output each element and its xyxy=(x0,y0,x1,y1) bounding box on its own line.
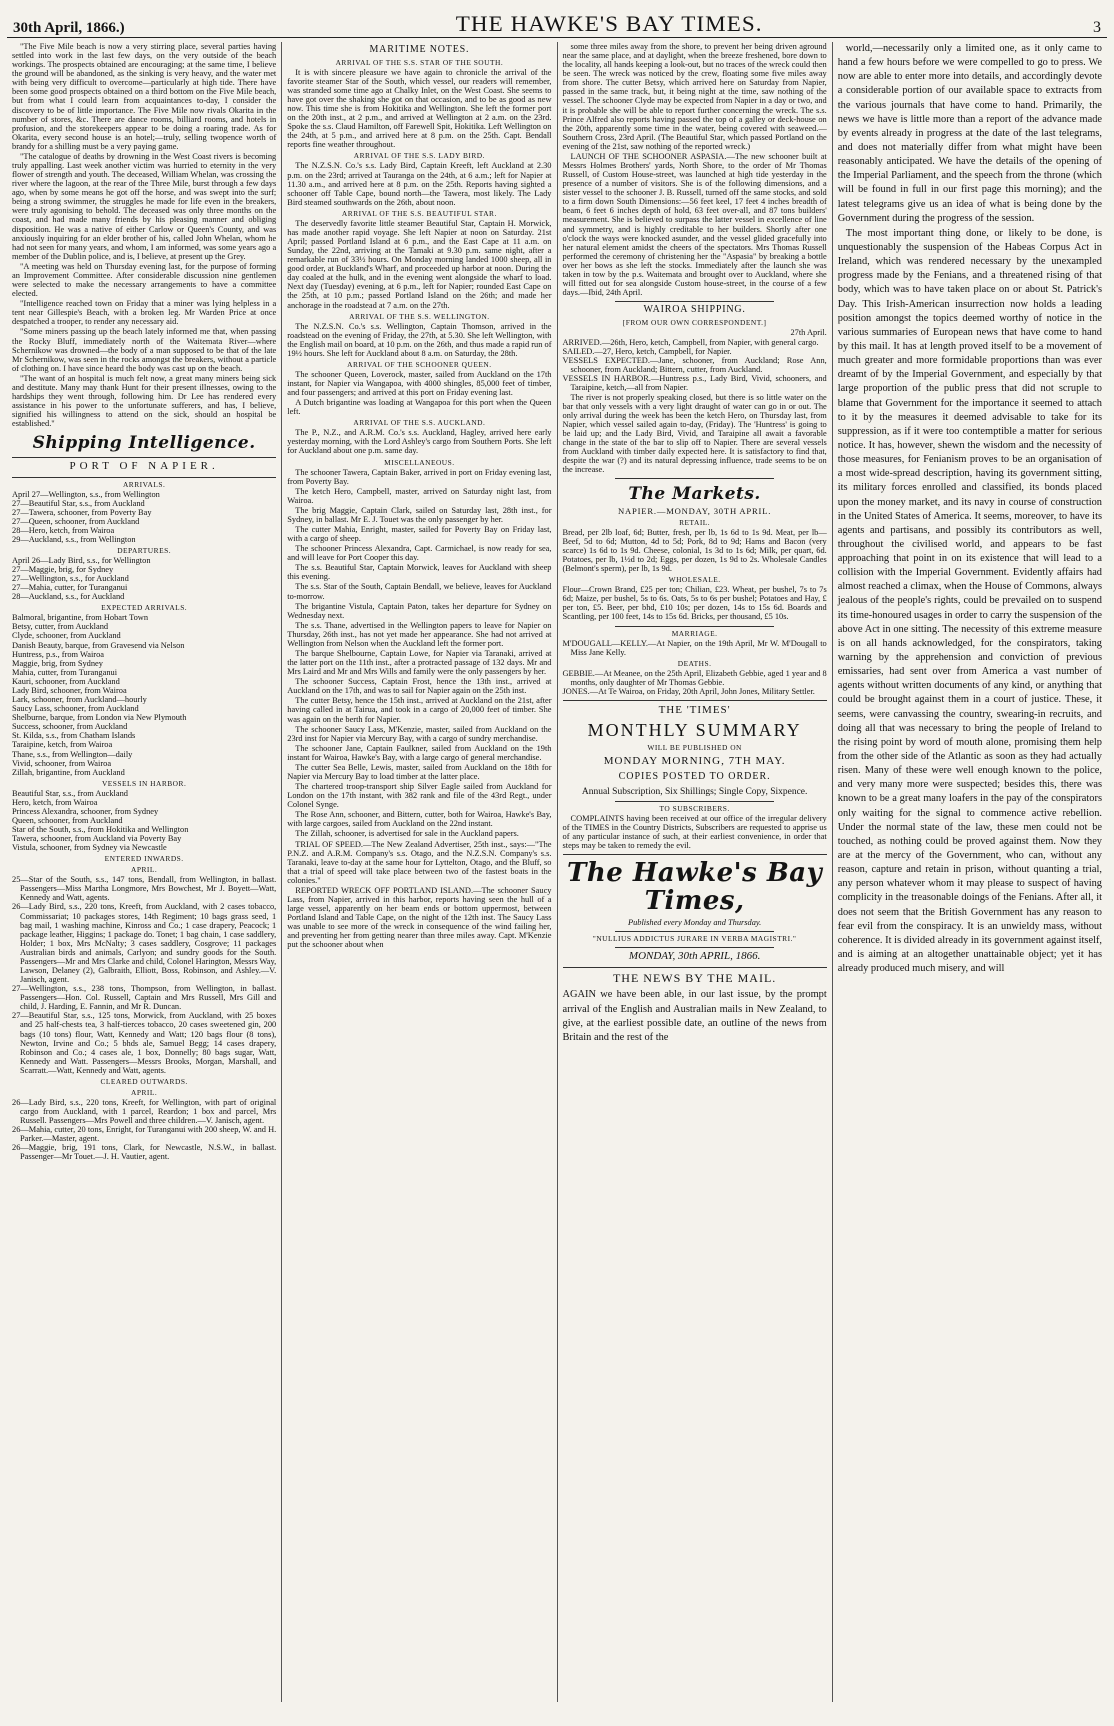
paragraph: Saucy Lass, schooner, from Auckland xyxy=(12,704,139,714)
paragraph: The schooner Success, Captain Frost, hence the 13th inst., arrived at Auckland on the 17th, and was to sail for Napier again on the 25th inst. xyxy=(287,677,552,696)
paragraph: "The want of an hospital is much felt now, a great many miners being sick and destitute. Many may thank Hunt for their present illnesses, owing to the hardships they went through, following him. Dr Lee has rendered every assistance in his power to the unfortunate sufferers, and has, I believe, signified his willingness to attend on the sick, should an hospital be established." xyxy=(12,373,277,429)
column-4 xyxy=(832,42,1107,1702)
maritime-sections xyxy=(287,59,551,950)
paragraph: The schooner Tawera, Captain Baker, arrived in port on Friday evening last, from Poverty Bay. xyxy=(287,467,552,486)
paragraph: "Some miners passing up the beach lately informed me that, when passing the Rocky Bluff, immediately north of the Waitemata River—where Schernikow was drowned—the body of a man supposed to be that of the late Mr Schernikow, was seen in the rocks amongst the breakers, without a particle of clothing on. I have since heard the body was cast up on the beach. xyxy=(12,327,277,373)
marriage-notice: M'DOUGALL—KELLY.—At Napier, on the 19th April, Mr W. M'Dougall to Miss Jane Kelly. xyxy=(562,638,827,657)
wairoa-heading: WAIROA SHIPPING. xyxy=(643,304,746,316)
news-heading: THE NEWS BY THE MAIL. xyxy=(612,970,777,985)
paragraph: The schooner Saucy Lass, M'Kenzie, master, sailed from Auckland on the 23rd inst for Napier via Mercury Bay, with a cargo of sundry merchandise. xyxy=(287,724,552,743)
paragraph: Success, schooner, from Auckland xyxy=(12,722,128,732)
paragraph: The chartered troop-transport ship Silver Eagle sailed from Auckland for London on the 17th instant, with 382 rank and file of the 43rd Regt., under Colonel Synge. xyxy=(287,782,552,810)
cleared-list xyxy=(12,1098,276,1162)
wairoa-correspondent: [FROM OUR OWN CORRESPONDENT.] xyxy=(622,317,767,327)
paragraph: Queen, schooner, from Auckland xyxy=(12,815,123,825)
section-heading: ARRIVAL OF THE S.S. WELLINGTON. xyxy=(349,311,490,321)
paragraph: Zillah, brigantine, from Auckland xyxy=(12,767,125,777)
ad-monthly-summary: MONTHLY SUMMARY xyxy=(587,719,802,740)
paragraph: LAUNCH OF THE SCHOONER ASPASIA.—The new schooner built at Messrs Holmes Brothers' yards, North Shore, to the order of Mr Thomas Russell, of Custom House-street, was launched at high tide yesterday in the presence of a number of visitors. She is of the following dimensions, and a sister vessel to the schooner J. B. Russell, turned off the same stocks, and sold to a firm down South Dimensions:—56 feet keel, 17 feet 4 inches breadth of beam, 6 feet 6 inches depth of hold, 63 feet over-all, and 87 tons builders' measurement. She is believed to surpass the latter vessel in excellence of line and symmetry, and is highly creditable to her builders. Shortly after one o'clock the ways were knocked asunder, and the vessel glided gracefully into her natural element amidst the cheers of the spectators. Mrs Thomas Russell performed the ceremony of christening her the "Aspasia" by breaking a bottle over her bows as she left the stocks. Immediately after the launch she was taken in tow by the p.s. Waitemata and brought over to Auckland, where she will fitted out for sea alongside Custom house-street, in the course of a few days.—Ibid, 24th April. xyxy=(562,151,827,298)
paragraph: Tawera, schooner, from Auckland via Poverty Bay xyxy=(12,834,182,844)
paragraph: 28—Hero, ketch, from Wairoa xyxy=(12,525,115,535)
subscribers-notice: COMPLAINTS having been received at our office of the irregular delivery of the TIMES in the Country Districts, Subscribers are requested to apprise us of any particular instance of such, at their earliest convenience, in order that steps may be taken to remedy the evil. xyxy=(562,814,827,851)
paragraph: GEBBIE.—At Meanee, on the 25th April, Elizabeth Gebbie, aged 1 year and 8 months, only daughter of Mr Thomas Gebbie. xyxy=(562,668,827,687)
entered-list xyxy=(12,875,276,1075)
paragraph: Lark, schooner, from Auckland—hourly xyxy=(12,695,147,705)
paragraph: Balmoral, brigantine, from Hobart Town xyxy=(12,613,149,623)
col3-top-paras xyxy=(563,42,827,297)
paragraph: The schooner Queen, Loverock, master, sailed from Auckland on the 17th instant, for Napier via Wangapoa, with 4000 shingles, 85,000 feet of timber, and four passengers; and arrived at this port on Friday evening last. xyxy=(287,369,552,398)
shipping-intelligence-heading: Shipping Intelligence. xyxy=(32,433,256,454)
editorial-paras xyxy=(838,42,1102,976)
section-heading: ARRIVAL OF THE SCHOONER QUEEN. xyxy=(347,359,492,369)
col1-paras xyxy=(12,42,276,428)
paragraph: Hero, ketch, from Wairoa xyxy=(12,797,98,807)
ad-will-be-published: WILL BE PUBLISHED ON xyxy=(647,743,742,753)
ad-subscription: Annual Subscription, Six Shillings; Single Copy, Sixpence. xyxy=(581,786,808,797)
paragraph: Clyde, schooner, from Auckland xyxy=(12,631,121,641)
maritime-notes-heading: MARITIME NOTES. xyxy=(369,44,470,55)
paragraph: The s.s. Beautiful Star, Captain Morwick, leaves for Auckland with sheep this evening. xyxy=(287,563,552,582)
port-heading: PORT OF NAPIER. xyxy=(69,459,219,472)
paragraph: world,—necessarily only a limited one, as it only came to hand a few hours before we were compelled to go to press. We now are able to enter more into details, and accordingly devote a considerable portion of our available space to extracts from the various journals that have come to hand. Primarily, the news we have is little more than a report of the advance made by events already in progress at the date of the last telegrams, and does not materially differ from what might have been reasonably anticipated. We have the details of the opening of the Imperial Parliament, and the speech from the throne (which will be found in full in our first page this morning); and the latest telegrams give us an idea of what is being done by the Government during the progress of the session. xyxy=(837,43,1102,224)
wairoa-date: 27th April. xyxy=(790,327,827,337)
paragraph: Taraipine, ketch, from Wairoa xyxy=(12,740,113,750)
section-heading: ARRIVAL OF THE S.S. AUCKLAND. xyxy=(353,418,486,428)
paragraph: 27—Beautiful Star, s.s., 125 tons, Morwick, from Auckland, with 25 boxes and 25 half-chests tea, 3 half-tierces tobacco, 20 cases sweetened gin, 200 bags (10 tons) flour, Watt, Kennedy and Watt; 120 bags flour (8 tons), Newton, Irvine and Co.; 5 bhds ale, Samuel Begg; 14 cases drapery, Robinson and Co.; 4 cases ale, 1 box, Donnelly; 80 bags sugar, Watt, Kennedy and Watt. Passengers—Messrs Brooks, Morgan, Marshall, and Scarratt.—Watt, Kennedy and Watt, agents. xyxy=(12,1011,277,1075)
expected-list xyxy=(12,613,276,776)
paragraph: some three miles away from the shore, to prevent her being driven aground near the same place, and at daylight, when the breeze freshened, bore down to the locality, all hands keeping a look-out, but no traces of the wreck could then be seen. The wreck was noticed by the crew, floating some five miles away from shore. The cutter Betsy, which arrived here on Saturday from Napier, passed in the same track, but, it being night at the time, saw nothing of the vessel. The schooner Clyde may be expected from Napier in a day or two, and it is probable she will be able to report further concerning the wreck. The s.s. Prince Alfred also reports having passed the top of a galley or deck-house on the 20th, apparently some time in the water, being covered with seaweed.—Southern Cross, 23rd April. (The Beautiful Star, which passed Portland on the evening of the 21st, saw nothing of the reported wreck.) xyxy=(562,42,827,151)
wairoa-paragraph: The river is not properly speaking closed, but there is so little water on the bar that only vessels with a very light draught of water can go in or out. The only arrival during the week has been the ketch Hero, on Thursday last, from Napier, which vessel sailed again to-day, (Friday). The 'Huntress' is going to be laid up; and the Lady Bird, Vivid, and Taraipine all await a favorable change in the state of the bar to slip off to Napier. There are several vessels from Auckland with timber daily expected here. It is satisfactory to find that, despite the war (?) and its natural depressing influence, trade seems to be on the increase. xyxy=(562,392,827,475)
markets-date: NAPIER.—MONDAY, 30TH APRIL. xyxy=(618,505,772,516)
deaths-list xyxy=(563,669,827,696)
paragraph: The deservedly favorite little steamer Beautiful Star, Captain H. Morwick, has made another rapid voyage. She left Napier at noon on Saturday. 21st April; passed Portland Island at 6 p.m., and the East Cape at 11 a.m. on Sunday, the 22nd, arriving at the Tamaki at 9.30 p.m. same night, after a remarkable run of 33½ hours. On Monday morning landed 1000 sheep, all in good order, at Buckland's Wharf, and proceeded up harbor at noon. During the day coaled at the hulk, and in the evening went alongside the wharf to load. Next day (Tuesday) evening, at 6 p.m., left for Napier; rounded East Cape on the 25th, at 10 p.m.; passed Portland Island on the 26th; and made her anchorage in the roadstead at 7 a.m. on the 27th. xyxy=(287,218,552,310)
ad-copies: COPIES POSTED TO ORDER. xyxy=(618,771,771,783)
paragraph: 27—Mahia, cutter, for Turanganui xyxy=(12,583,128,593)
wairoa-list xyxy=(563,338,827,392)
paragraph: TRIAL OF SPEED.—The New Zealand Advertiser, 25th inst., says:—"The P.N.Z. and A.R.M. Company's s.s. Otago, and the N.Z.S.N. Company's s.s. Taranaki, leave to-day at the same hour for Lyttelton, Otago, and the Bluff, so that a trial of speed will take place between two of the fastest boats in the colonies." xyxy=(287,839,552,885)
paragraph: Huntress, p.s., from Wairoa xyxy=(12,649,104,659)
paragraph: The Rose Ann, schooner, and Bittern, cutter, both for Wairoa, Hawke's Bay, with large cargoes, sailed from Auckland on the 22nd instant. xyxy=(287,810,552,829)
paragraph: Mahia, cutter, from Turanganui xyxy=(12,667,118,677)
paragraph: The s.s. Thane, advertised in the Wellington papers to leave for Napier on Thursday, 26th inst., has not yet made her appearance. She had not arrived at Wellington from Nelson when the Auckland left the former port. xyxy=(287,620,552,648)
paragraph: VESSELS IN HARBOR.—Huntress p.s., Lady Bird, Vivid, schooners, and Taraipine, ketch,—all from Napier. xyxy=(562,374,827,393)
paragraph: Betsy, cutter, from Auckland xyxy=(12,622,109,632)
paragraph: Beautiful Star, s.s., from Auckland xyxy=(12,788,128,798)
departures-heading: DEPARTURES. xyxy=(117,545,172,555)
paragraph: 27—Beautiful Star, s.s., from Auckland xyxy=(12,498,145,508)
markets-heading: The Markets. xyxy=(628,484,761,505)
paragraph: 29—Auckland, s.s., from Wellington xyxy=(12,534,136,544)
retail-prices: Bread, per 2lb loaf, 6d; Butter, fresh, per lb, 1s 6d to 1s 9d. Meat, per lb—Beef, 5d to 6d; Mutton, 4d to 5d; Pork, 8d to 9d; Hams and Bacon (very scarce) 1s 6d to 1s 9d. Cheese, colonial, 1s 3d to 1s 6d; Milk, per quart, 6d. Potatoes, per lb, 1½d to 2d; Eggs, per dozen, 1s 9d to 2s. Wholesale Candles (Belmont's sperm), per lb, 1s 9d. xyxy=(562,527,827,574)
paragraph: Danish Beauty, barque, from Gravesend via Nelson xyxy=(12,640,185,650)
newspaper-title: THE HAWKE'S BAY TIMES. xyxy=(455,11,763,36)
newspaper-page xyxy=(7,7,1107,1712)
masthead xyxy=(7,7,1107,38)
section-heading: ARRIVAL OF THE S.S. LADY BIRD. xyxy=(353,151,485,161)
paragraph: Maggie, brig, from Sydney xyxy=(12,658,103,668)
paragraph: 26—Lady Bird, s.s., 220 tons, Kreeft, for Wellington, with part of original cargo from Auckland, with 1 parcel, Reardon; 1 box and parcel, Mrs Russell. Passengers—Mrs Powell and three children.—V. Janisch, agent. xyxy=(12,1097,277,1126)
paragraph: The P., N.Z., and A.R.M. Co.'s s.s. Auckland, Hagley, arrived here early yesterday morning, with the Lord Ashley's cargo from Southern Ports. She left for Auckland about one p.m. same day. xyxy=(287,428,552,456)
paragraph: Vistula, schooner, from Sydney via Newcastle xyxy=(12,843,167,853)
expected-heading: EXPECTED ARRIVALS. xyxy=(101,603,188,613)
paragraph: 27—Tawera, schooner, from Poverty Bay xyxy=(12,507,152,517)
arrivals-list xyxy=(12,490,276,544)
subscribers-heading: TO SUBSCRIBERS. xyxy=(659,804,730,814)
entered-month: APRIL. xyxy=(131,865,158,875)
paragraph: April 27—Wellington, s.s., from Wellington xyxy=(12,489,160,499)
paragraph: Princess Alexandra, schooner, from Sydney xyxy=(12,806,159,816)
paper-motto: "NULLIUS ADDICTUS JURARE IN VERBA MAGISTRI." xyxy=(592,933,797,943)
paragraph: 26—Lady Bird, s.s., 220 tons, Kreeft, from Auckland, with 2 cases tobacco, Commissariat; 10 packages stores, 14th Regiment; 10 bags grass seed, 1 bag mail, 1 washing machine, Kinross and Co.; 1 case drapery, Peacock; 1 package leather, Higgins; 1 package do. Tonet; 1 bag chain, 1 case saddlery, Holder; 1 box, Mrs McNalty; 3 cases saddlery, Cosgrove; 11 packages Australian birds and animals, Carlyon; and sundry goods for the South. Passengers—Mr and Mrs Clarke and child, Colonel Harington, Messrs Way, Lawson, Delaney (2), Galbraith, Elliott, Boss, Robinson, and Ashley.—V. Janisch, agent. xyxy=(12,902,277,985)
paper-title: The Hawke's Bay Times, xyxy=(566,858,823,917)
column-1 xyxy=(7,42,281,1702)
paragraph: "Intelligence reached town on Friday that a miner was lying helpless in a tent near Gillespie's Beach, with a broken leg. Mr Warden Price at once despatched a trooper, to render any necessary aid. xyxy=(12,299,277,327)
section-heading: MISCELLANEOUS. xyxy=(384,457,455,467)
paragraph: Lady Bird, schooner, from Wairoa xyxy=(12,685,127,695)
paragraph: The brig Maggie, Captain Clark, sailed on Saturday last, 28th inst., for Sydney, in ballast. Mr E. J. Touet was the only passenger by her. xyxy=(287,505,552,524)
paragraph: 27—Maggie, brig, for Sydney xyxy=(12,565,114,575)
paragraph: 26—Maggie, brig, 191 tons, Clark, for Newcastle, N.S.W., in ballast. Passenger—Mr Touet.—J. H. Vautier, agent. xyxy=(12,1143,277,1162)
paragraph: The schooner Jane, Captain Faulkner, sailed from Auckland on the 19th instant for Wairoa, Hawke's Bay, with a large cargo of general merchandise. xyxy=(287,743,552,762)
paragraph: It is with sincere pleasure we have again to chronicle the arrival of the favorite steamer Star of the South, which vessel, our readers will remember, was stranded some time ago at Chalky Inlet, on the West Coast. She seems to have got over the shaking she got on that occasion, and to be as good as new now. This time she is from Hokitika and Wellington. She left the former port on the 20th inst., at 2 p.m., and arrived at Wellington at 2 a.m. on the 23rd. Spoke the s.s. Claud Hamilton, off Farewell Spit, Hokitika. Left Wellington on the 24th, at 5 p.m., and arrived here at 8 p.m. on the 25th. Capt. Bendall reports fine weather throughout. xyxy=(287,67,552,150)
paragraph: The N.Z.S.N. Co.'s s.s. Lady Bird, Captain Kreeft, left Auckland at 2.30 p.m. on the 23rd; arrived at Tauranga on the 24th, at 6 a.m.; left for Napier at 11.30 a.m., and arrived here at 8 p.m. on the 25th. Reports having sighted a schooner off Table Cape, bound north—the Tawera, most likely. The Lady Bird steamed southwards on the 26th, about noon. xyxy=(287,161,552,207)
paragraph: 27—Wellington, s.s., 238 tons, Thompson, from Wellington, in ballast. Passengers—Hon. Col. Russell, Captain and Mrs Russell, Mrs Gill and child, J. Harding, E. Fannin, and Mr R. Duncan. xyxy=(12,984,277,1012)
paragraph: The most important thing done, or likely to be done, is unquestionably the suspension of the Habeas Corpus Act in Ireland, which was rendered necessary by the unexampled progress made by the Fenians, and a threatened rising of that body, which was to have taken place on or about St. Patrick's Day. This Irish-American insurrection now holds a leading position amongst the topics deemed worthy of notice in the various summaries of European news that have come to hand by this mail. It has at length proved itself to be a movement of much greater and more formidable proportions than was ever dreamt of by the Imperial Government, and especially by that large proportion of the public press that did not scruple to blame that Government for the importance it seemed to attach to it by the measures it deemed advisable to take for its suppression, as if it were too contemptible a matter for serious notice. It has, however, shewn the wisdom and the necessity of those measures, for Fenianism proves to be an organisation of a most wide-spread description, having its government sitting, its military forces enrolled and classified, its bonds placed upon the money market, and its navy in course of construction in the United States of America. It seems, moreover, to have its agents and partisans, and possibly its contributors as well, throughout the civilised world, and appears to be fast approaching that point in on its existence that will lead to a collision with the Imperial Government. Evidently affairs had almost reached a climax, when the House of Commons, always jealous of the people's rights, could be prevailed on to suspend its time-honoured usages in order to carry the suspension of the above Act in one sitting. The necessity of this extreme measure is on all hands acknowledged, for the conspirators, taking warning by the apprehension and conviction of previous emissaries, had sent over from America a vast number of agents without written documents of any kind, or anything that could be brought against them in a court of justice. These, it seems, were canvassing the country, swearing-in recruits, and doing all that was necessary to bring the people of Ireland to the rising point by word of mouth alone, promising them help from the other side of the Atlantic as soon as they had actually risen. Many of these were well enough known to the police, and very many more were suspected; besides this, there was known to be a great many loafers in the pay of the conspirators only waiting for the signal to commence active rebellion. Under the normal state of the law, these men could not be touched, as nothing could be proved against them. Now they are at the mercy of the Government, who can, without any reason, capture and retain in prison, without quanting a trial, any person whatever whom it may please to suspect of having complicity in the treasonable doings of the Fenians. After all, it does not seem that the British Government has any reason to fear evil from the conspiracy. It is an unwieldy mass, without coherence. It is divided already in its government against itself, and is aiming at an altogether unattainable object; yet it has already produced much misery, and will xyxy=(837,227,1102,975)
paragraph: 28—Auckland, s.s., for Auckland xyxy=(12,592,125,602)
paragraph: 25—Star of the South, s.s., 147 tons, Bendall, from Wellington, in ballast. Passengers—Miss Martha Longmore, Mrs Bowchest, Mr J. Boyett—Watt, Kennedy and Watt, agents. xyxy=(12,875,277,903)
paragraph: The barque Shelbourne, Captain Lowe, for Napier via Taranaki, arrived at the latter port on the 11th inst., after a protracted passage of 132 days. Mr and Mrs Laird and Mr and Mrs Wills and family were the only passengers by her. xyxy=(287,648,552,677)
paragraph: The s.s. Star of the South, Captain Bendall, we believe, leaves for Auckland to-morrow. xyxy=(287,582,552,601)
paragraph: The cutter Sea Belle, Lewis, master, sailed from Auckland on the 18th for Napier via Mercury Bay to load timber at the latter place. xyxy=(287,762,552,781)
paragraph: April 26—Lady Bird, s.s., for Wellington xyxy=(12,555,151,565)
harbor-list xyxy=(12,789,276,853)
arrivals-heading: ARRIVALS. xyxy=(122,479,166,489)
paragraph: Vivid, schooner, from Wairoa xyxy=(12,758,112,768)
paragraph: The schooner Princess Alexandra, Capt. Carmichael, is now ready for sea, and will leave for Port Cooper this day. xyxy=(287,544,552,563)
cleared-heading: CLEARED OUTWARDS. xyxy=(100,1076,188,1086)
ad-times: THE 'TIMES' xyxy=(658,703,731,716)
page-number: 3 xyxy=(1092,19,1101,36)
publication-schedule: Published every Monday and Thursday. xyxy=(627,917,762,927)
section-heading: ARRIVAL OF THE S.S. BEAUTIFUL STAR. xyxy=(341,208,497,218)
paragraph: ARRIVED.—26th, Hero, ketch, Campbell, from Napier, with general cargo. xyxy=(562,338,819,348)
paragraph: SAILED.—27, Hero, ketch, Campbell, for Napier. xyxy=(562,347,732,357)
paragraph: Star of the South, s.s., from Hokitika and Wellington xyxy=(12,825,189,835)
deaths-heading: DEATHS. xyxy=(677,658,712,668)
marriage-heading: MARRIAGE. xyxy=(671,628,718,638)
wholesale-prices: Flour—Crown Brand, £25 per ton; Chilian, £23. Wheat, per bushel, 7s to 7s 6d; Maize, per bushel, 5s to 6s. Oats, 5s to 6s per bushel; Potatoes and Hay, £ per ton, £5. Beer, per bhd, £10 10s; per dozen, 14s to 15s 6d. Boards and Scantling, per 100 feet, 14s to 15s 6d. Bricks, per thousand, £5 10s. xyxy=(562,585,827,622)
harbor-heading: VESSELS IN HARBOR. xyxy=(101,778,187,788)
paragraph: Shelburne, barque, from London via New Plymouth xyxy=(12,713,187,723)
ad-date: MONDAY MORNING, 7TH MAY. xyxy=(603,755,786,768)
paragraph: REPORTED WRECK OFF PORTLAND ISLAND.—The schooner Saucy Lass, from Napier, arrived in this harbor, reports having seen the hull of a large vessel, apparently on her beam ends or bottom uppermost, between Portland Island and Table Cape, on the night of the 12th inst. The Saucy Lass was unable to see more of the wreck in consequence of the wind failing her, and preventing her from getting nearer than three miles away. Capt. M'Kenzie put the schooner about when xyxy=(287,885,552,950)
wholesale-heading: WHOLESALE. xyxy=(668,575,721,585)
paragraph: The Zillah, schooner, is advertised for sale in the Auckland papers. xyxy=(295,829,519,839)
paragraph: VESSELS EXPECTED.—Jane, schooner, from Auckland; Rose Ann, schooner, from Auckland; Bittern, cutter, from Auckland. xyxy=(562,356,827,375)
page-date: 30th April, 1866.) xyxy=(13,20,125,36)
paragraph: "The catalogue of deaths by drowning in the West Coast rivers is becoming truly appalling. Last week another victim was hurried to eternity in the very flower of strength and youth. The deceased, William Whelan, was crossing the river where the lagoon, at the rear of the Three Mile, burst through a few days ago, when by some means he got off the horse, and was swept into the surf; being a strong swimmer, the struggles he made for life even in the breakers, were truly agonising to behold. The deceased was only three months on the coast, and had made many friends by his pleasing manner and obliging disposition. He was a native of either Carlow or Queen's County, and was anxiously inquiring for an elder brother of his, called John Whelan, whom he had not seen for many years, and whom, I am informed, was some years ago a member of the Dublin police, and is, I believe, at present up the Grey. xyxy=(12,151,277,261)
entered-heading: ENTERED INWARDS. xyxy=(104,854,184,864)
paragraph: The ketch Hero, Campbell, master, arrived on Saturday night last, from Wairoa. xyxy=(287,486,552,505)
paragraph: 26—Mahia, cutter, 20 tons, Enright, for Turanganui with 200 sheep, W. and H. Parker.—Master, agent. xyxy=(12,1125,277,1144)
paragraph: JONES.—At Te Wairoa, on Friday, 20th April, John Jones, Military Settler. xyxy=(562,686,815,696)
column-2 xyxy=(281,42,556,1702)
paragraph: 27—Queen, schooner, from Auckland xyxy=(12,516,140,526)
section-heading: ARRIVAL OF THE S.S. STAR OF THE SOUTH. xyxy=(335,57,504,67)
departures-list xyxy=(12,556,276,601)
cleared-month: APRIL. xyxy=(131,1087,158,1097)
paragraph: St. Kilda, s.s., from Chatham Islands xyxy=(12,731,136,741)
column-3 xyxy=(557,42,832,1702)
paragraph: 27—Wellington, s.s., for Auckland xyxy=(12,574,129,584)
news-paragraph: AGAIN we have been able, in our last issue, by the prompt arrival of the English and Australian mails in New Zealand, to give, at the earliest possible date, an outline of the news from Britain and the rest of the xyxy=(562,989,827,1043)
paragraph: Kauri, schooner, from Auckland xyxy=(12,676,120,686)
retail-heading: RETAIL. xyxy=(679,517,711,527)
paragraph: A Dutch brigantine was loading at Wangapoa for this port when the Queen left. xyxy=(287,398,552,417)
paragraph: "The Five Mile beach is now a very stirring place, several parties having settled into work in the last few days, on the very outside of the beach workings. The prospects obtained are encouraging; at the same time, I believe the ground will be abandoned, as the sinking is very heavy, and the water met with being very difficult to overcome—particularly at high tide. There have been some good prospects obtained on a third bottom on the Five Mile beach, but from what I could learn from acquaintances to-day, I consider the discovery to be of little importance. The Five Mile now rivals Okarita in the number of stores, &c. There are dance rooms, billiard rooms, and hotels in profusion, and the storekeepers appear to be doing a roaring trade. As for Okarita, every second house is an hotel;—truly, selling twopence worth of brandy for a shilling must be a very paying game. xyxy=(12,42,277,151)
paragraph: Thane, s.s., from Wellington—daily xyxy=(12,749,133,759)
paragraph: The brigantine Vistula, Captain Paton, takes her departure for Sydney on Wednesday next. xyxy=(287,601,552,620)
paragraph: The N.Z.S.N. Co.'s s.s. Wellington, Captain Thomson, arrived in the roadstead on the evening of Friday, the 27th, at 5.30. She left Wellington, with the English mail on board, at 10 p.m. on the 26th, and thus made a rapid run of 19½ hours. She left for Auckland about 8 a.m. on Saturday, the 28th. xyxy=(287,321,552,358)
paragraph: "A meeting was held on Thursday evening last, for the purpose of forming an Improvement Committee. After considerable discussion nine gentlemen were selected to make the necessary arrangements to have a committee elected. xyxy=(12,261,277,299)
paragraph: The cutter Betsy, hence the 15th inst., arrived at Auckland on the 21st, after having called in at Tairua, and took in a cargo of 20,000 feet of timber. She was again on the berth for Napier. xyxy=(287,696,552,724)
issue-date: MONDAY, 30th APRIL, 1866. xyxy=(628,949,761,962)
paragraph: The cutter Mahia, Enright, master, sailed for Poverty Bay on Friday last, with a cargo of sheep. xyxy=(287,524,552,544)
